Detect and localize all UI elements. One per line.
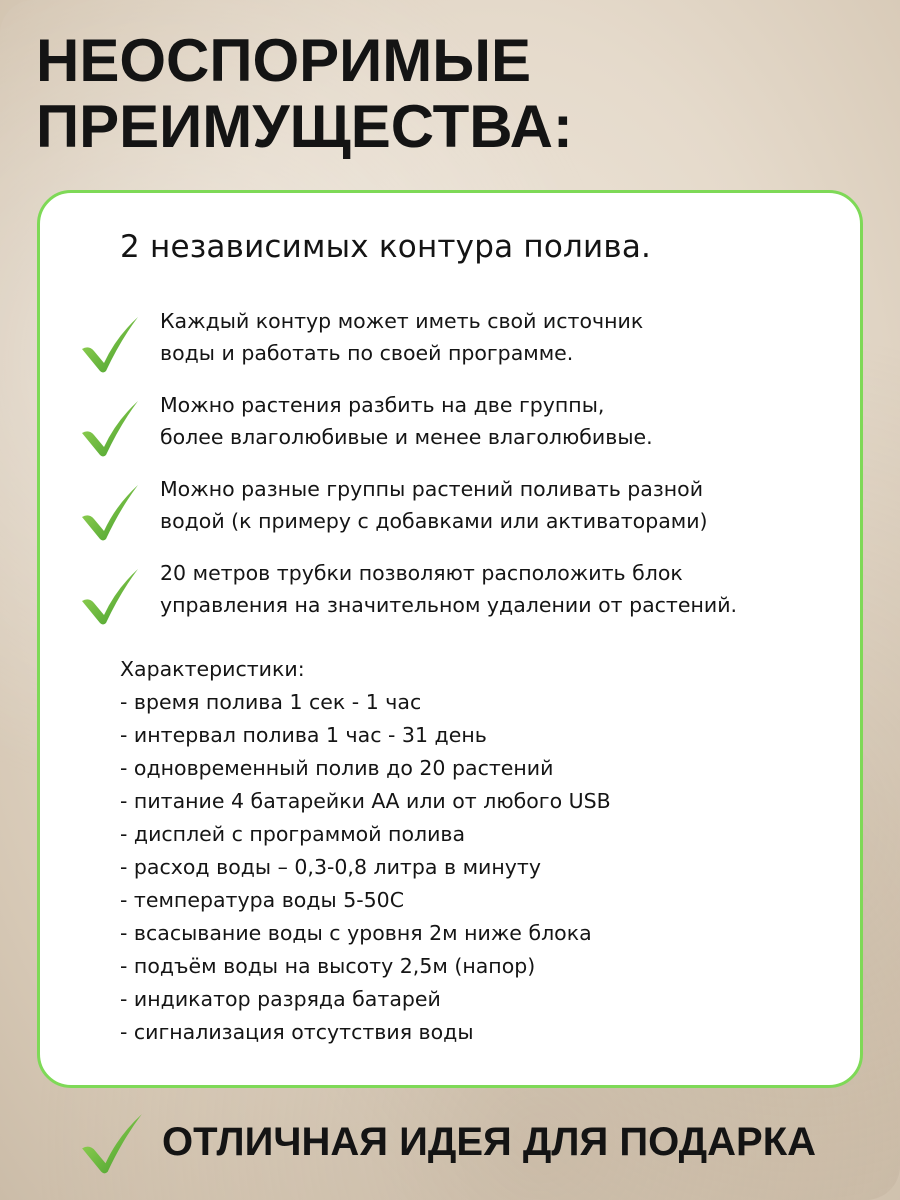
spec-item: - дисплей с программой полива [120, 822, 466, 846]
spec-item: - индикатор разряда батарей [120, 987, 441, 1011]
benefit-item [80, 557, 840, 629]
check-icon [80, 313, 142, 375]
benefit-text: Можно растения разбить на две группы, более влаголюбивые и менее влаголюбивые. [160, 393, 653, 449]
spec-item: - питание 4 батарейки АА или от любого USB [120, 789, 611, 813]
specs-list [120, 686, 820, 1049]
benefit-item [80, 305, 840, 377]
gift-idea-banner [70, 1108, 870, 1178]
benefit-text: Можно разные группы растений поливать разной водой (к примеру с добавками или активаторами) [160, 477, 708, 533]
benefit-text: 20 метров трубки позволяют расположить блок управления на значительном удалении от растений. [160, 561, 738, 617]
benefits-card [37, 190, 863, 1088]
check-icon [80, 1110, 146, 1176]
page-title-line-1: НЕОСПОРИМЫЕ [36, 27, 532, 94]
specs-section [120, 653, 820, 1049]
check-icon [80, 481, 142, 543]
spec-item: - расход воды – 0,3-0,8 литра в минуту [120, 855, 541, 879]
spec-item: - всасывание воды с уровня 2м ниже блока [120, 921, 592, 945]
spec-item: - температура воды 5-50С [120, 888, 405, 912]
benefit-item [80, 389, 840, 461]
spec-item: - время полива 1 сек - 1 час [120, 690, 422, 714]
page-title-line-2: ПРЕИМУЩЕСТВА: [36, 93, 573, 160]
check-icon [80, 397, 142, 459]
page-title [36, 28, 836, 160]
benefit-text: Каждый контур может иметь свой источник воды и работать по своей программе. [160, 309, 644, 365]
spec-item: - подъём воды на высоту 2,5м (напор) [120, 954, 536, 978]
check-icon [80, 565, 142, 627]
card-heading: 2 независимых контура полива. [120, 229, 652, 265]
spec-item: - интервал полива 1 час - 31 день [120, 723, 487, 747]
gift-idea-text: ОТЛИЧНАЯ ИДЕЯ ДЛЯ ПОДАРКА [162, 1120, 817, 1164]
spec-item: - сигнализация отсутствия воды [120, 1020, 474, 1044]
benefit-item [80, 473, 840, 545]
specs-heading: Характеристики: [120, 657, 305, 681]
spec-item: - одновременный полив до 20 растений [120, 756, 554, 780]
